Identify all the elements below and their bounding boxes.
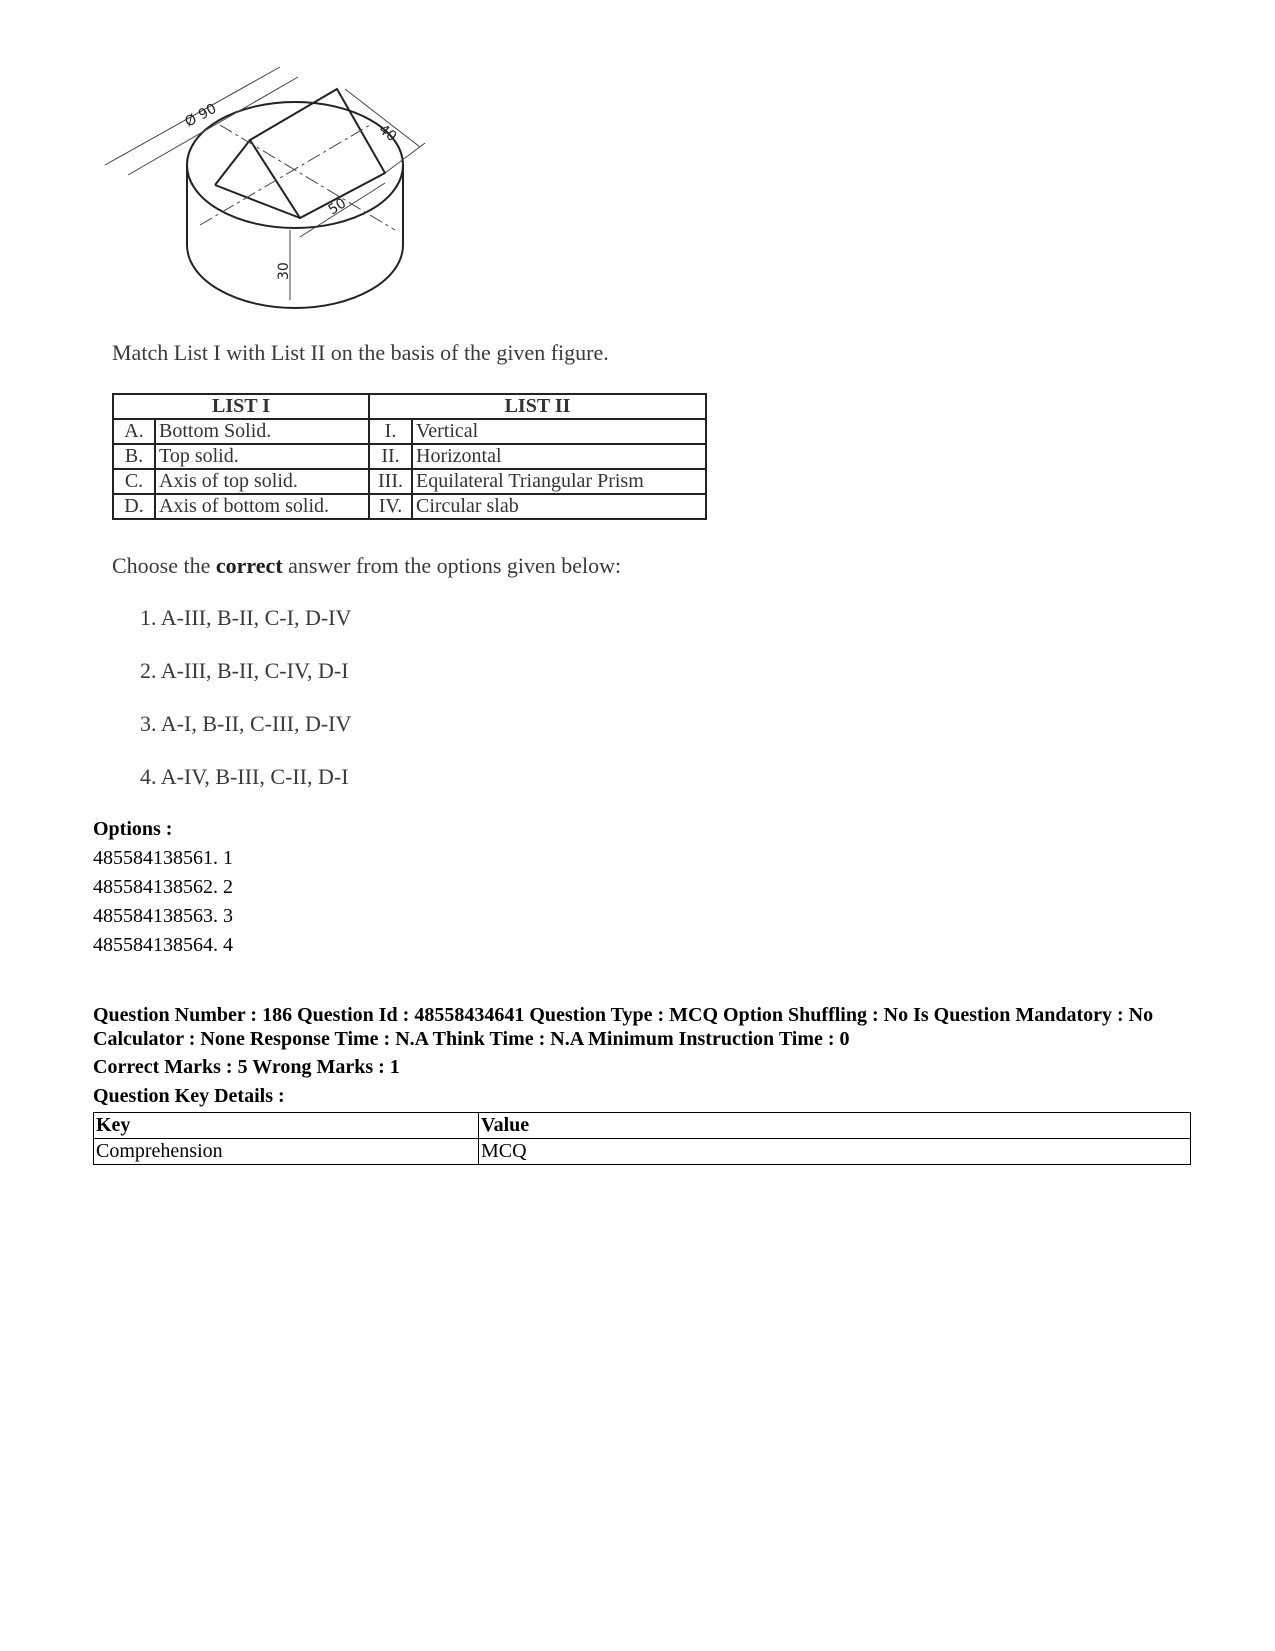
option-item: 485584138563. 3 — [93, 905, 233, 927]
list-two-label: II. — [369, 444, 412, 469]
list-one-item: Axis of bottom solid. — [155, 494, 369, 519]
list-two-item: Horizontal — [412, 444, 706, 469]
dim-label-50: 50 — [325, 195, 350, 219]
list-two-label: IV. — [369, 494, 412, 519]
list-two-item: Vertical — [412, 419, 706, 444]
key-table-header — [94, 1113, 1191, 1139]
option-item: 485584138564. 4 — [93, 934, 233, 956]
question-prompt: Match List I with List II on the basis of the given figure. — [112, 340, 609, 365]
list-one-item: Top solid. — [155, 444, 369, 469]
option-item: 485584138561. 1 — [93, 847, 233, 869]
answer-choice: 3. A-I, B-II, C-III, D-IV — [140, 711, 352, 736]
list-one-item: Axis of top solid. — [155, 469, 369, 494]
choose-instruction — [112, 553, 621, 579]
match-table-row — [113, 419, 706, 444]
list-one-label: B. — [113, 444, 155, 469]
key-details-heading: Question Key Details : — [93, 1085, 285, 1107]
match-lists-table — [112, 393, 707, 520]
dim-label-diameter: Ø 90 — [182, 100, 220, 131]
list-two-item: Circular slab — [412, 494, 706, 519]
list-two-item: Equilateral Triangular Prism — [412, 469, 706, 494]
list-one-label: D. — [113, 494, 155, 519]
value-column-header: Value — [479, 1113, 1191, 1139]
prism-edge-bottom — [215, 185, 300, 218]
list-two-header: LIST II — [369, 394, 706, 419]
dim-label-30: 30 — [276, 262, 292, 280]
match-table-row — [113, 494, 706, 519]
key-column-header: Key — [94, 1113, 479, 1139]
prism-edge-left — [215, 140, 250, 185]
option-item: 485584138562. 2 — [93, 876, 233, 898]
list-two-label: III. — [369, 469, 412, 494]
value-cell: MCQ — [479, 1139, 1191, 1165]
match-table-row — [113, 469, 706, 494]
match-table-row — [113, 444, 706, 469]
list-one-item: Bottom Solid. — [155, 419, 369, 444]
choose-suffix: answer from the options given below: — [282, 553, 622, 578]
options-heading: Options : — [93, 818, 173, 840]
isometric-figure — [100, 65, 440, 315]
dim-label-40: 40 — [375, 121, 400, 146]
choose-prefix: Choose the — [112, 553, 216, 578]
table-row — [94, 1139, 1191, 1165]
key-details-table — [93, 1112, 1191, 1165]
prism-top-face — [250, 89, 385, 218]
cylinder-bottom-arc — [187, 245, 403, 308]
answer-choice: 1. A-III, B-II, C-I, D-IV — [140, 605, 352, 630]
answer-choice: 2. A-III, B-II, C-IV, D-I — [140, 658, 349, 683]
list-one-header: LIST I — [113, 394, 369, 419]
list-one-label: A. — [113, 419, 155, 444]
list-one-label: C. — [113, 469, 155, 494]
question-marks: Correct Marks : 5 Wrong Marks : 1 — [93, 1056, 400, 1078]
list-two-label: I. — [369, 419, 412, 444]
dim-ext-40 — [385, 143, 425, 173]
answer-choice: 4. A-IV, B-III, C-II, D-I — [140, 764, 349, 789]
match-table-header — [113, 394, 706, 419]
choose-bold: correct — [215, 553, 283, 578]
question-meta: Question Number : 186 Question Id : 48558434641 Question Type : MCQ Option Shuffling : No Is Question Mandatory : No Calculator : None Response Time : N.A Think Time : N.A Minimum Instruction Time : 0 — [93, 1004, 1154, 1050]
key-cell: Comprehension — [94, 1139, 479, 1165]
